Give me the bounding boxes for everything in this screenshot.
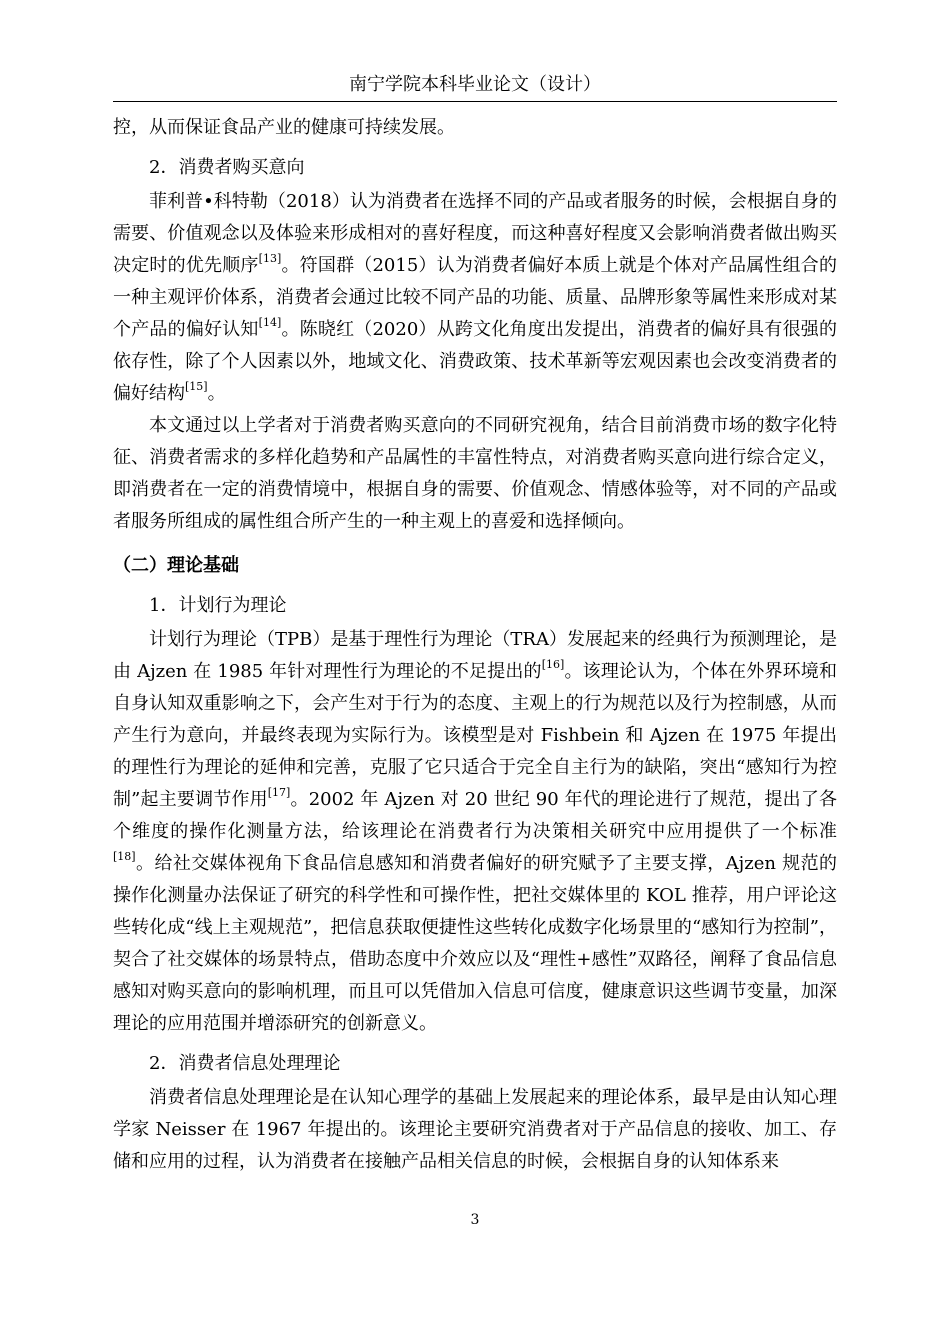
header-rule — [113, 101, 837, 102]
paragraph-tpb — [113, 624, 837, 1040]
running-header: 南宁学院本科毕业论文（设计） — [349, 74, 601, 95]
subsection-heading-purchase-intention: 2．消费者购买意向 — [149, 157, 305, 178]
citation: [15] — [185, 380, 208, 393]
paragraph-text: 。该理论认为，个体在外界环境和自身认知双重影响之下，会产生对于行为的态度、主观上的行为规范以及行为控制感，从而产生行为意向，并最终表现为实际行为。该模型是对 Fishbein 和 Ajzen 在 1975 年提出的理性行为理论的延伸和完善，克服了它只适合于完全自主行为的缺陷，突出“感知行为控制”起主要调节作用 — [113, 661, 837, 810]
page-number: 3 — [470, 1212, 480, 1228]
paragraph-text: 。陈晓红（2020）从跨文化角度出发提出，消费者的偏好具有很强的依存性，除了个人因素以外，地域文化、消费政策、技术革新等宏观因素也会改变消费者的偏好结构 — [113, 319, 838, 404]
citation: [16] — [541, 658, 565, 671]
paragraph-text: 菲利普•科特勒（2018）认为消费者在选择不同的产品或者服务的时候，会根据自身的需要、价值观念以及体验来形成相对的喜好程度，而这种喜好程度又会影响消费者做出购买决定时的优先顺序 — [113, 191, 837, 276]
page-body — [113, 112, 837, 1178]
citation: [14] — [258, 316, 282, 329]
subsection-heading-information-processing: 2．消费者信息处理理论 — [149, 1053, 341, 1074]
citation: [13] — [258, 252, 282, 265]
subsection-heading-tpb: 1．计划行为理论 — [149, 595, 287, 616]
paragraph-text: 。给社交媒体视角下食品信息感知和消费者偏好的研究赋予了主要支撑，Ajzen 规范的操作化测量办法保证了研究的科学性和可操作性，把社交媒体里的 KOL 推荐，用户评论这些转化成“线上主观规范”，把信息获取便捷性这些转化成数字化场景里的“感知行为控制”，契合了社交媒体的场景特点，借助态度中介效应以及“理性+感性”双路径，阐释了食品信息感知对购买意向的影响机理，而且可以凭借加入信息可信度，健康意识这些调节变量，加深理论的应用范围并增添研究的创新意义。 — [113, 853, 837, 1034]
citation: [18] — [113, 850, 136, 863]
paragraph-text: 。 — [207, 383, 226, 404]
paragraph-continuation: 控，从而保证食品产业的健康可持续发展。 — [113, 117, 455, 138]
section-heading-theory: （二）理论基础 — [113, 555, 239, 576]
paragraph-text: 。符国群（2015）认为消费者偏好本质上就是个体对产品属性组合的一种主观评价体系，消费者会通过比较不同产品的功能、质量、品牌形象等属性来形成对某个产品的偏好认知 — [113, 255, 838, 340]
paragraph-purchase-intention-literature — [113, 186, 837, 410]
paragraph-text: 。2002 年 Ajzen 对 20 世纪 90 年代的理论进行了规范，提出了各个维度的操作化测量方法，给该理论在消费者行为决策相关研究中应用提供了一个标准 — [113, 789, 837, 842]
citation: [17] — [267, 786, 291, 799]
paragraph-text: 计划行为理论（TPB）是基于理性行为理论（TRA）发展起来的经典行为预测理论，是由 Ajzen 在 1985 年针对理性行为理论的不足提出的 — [113, 629, 837, 682]
paragraph-information-processing: 消费者信息处理理论是在认知心理学的基础上发展起来的理论体系，最早是由认知心理学家 Neisser 在 1967 年提出的。该理论主要研究消费者对于产品信息的接收、加工、存储和应用的过程，认为消费者在接触产品相关信息的时候，会根据自身的认知体系来 — [113, 1087, 837, 1172]
paragraph-purchase-intention-definition: 本文通过以上学者对于消费者购买意向的不同研究视角，结合目前消费市场的数字化特征、消费者需求的多样化趋势和产品属性的丰富性特点，对消费者购买意向进行综合定义，即消费者在一定的消费情境中，根据自身的需要、价值观念、情感体验等，对不同的产品或者服务所组成的属性组合所产生的一种主观上的喜爱和选择倾向。 — [113, 415, 837, 532]
